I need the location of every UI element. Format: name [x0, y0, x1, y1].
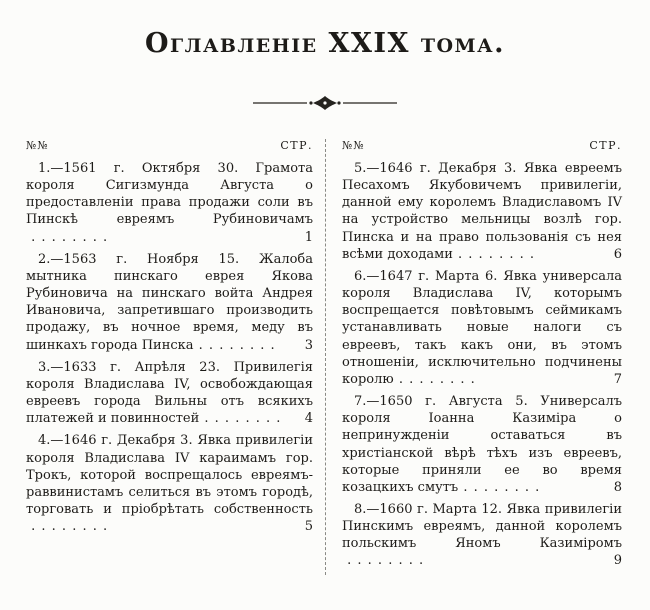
entry-text: 1650 г. Августа 5. Универсалъ короля Іоанна Казиміра о непринужденіи оставаться въ христіанской вѣрѣ тѣхъ изъ евреевъ, которые приняли ее во время козацкихъ смутъ: [342, 394, 622, 495]
dot-leader: [394, 372, 476, 387]
dot-leader: [26, 230, 108, 245]
entry-text: 1633 г. Апрѣля 23. Привилегія короля Владислава IV, освобождающая евреевъ города Вильны отъ всякихъ платежей и повинностей: [26, 359, 313, 427]
toc-column-left: [26, 139, 325, 575]
dot-leader: [194, 338, 276, 353]
column-header: [342, 139, 622, 152]
entry-page-number: 5: [304, 519, 313, 535]
dot-leader: [199, 411, 281, 426]
toc-entry-4: [26, 432, 313, 535]
toc-entry-3: [26, 359, 313, 428]
entry-page-number: 1: [304, 229, 313, 245]
toc-entry-5: [342, 160, 622, 263]
toc-entry-1: [26, 160, 313, 246]
ornament-divider: [26, 95, 624, 113]
dot-leader: [458, 480, 540, 495]
toc-entry-6: [342, 268, 622, 388]
dot-leader: [26, 519, 108, 534]
pages-header: СТР.: [589, 139, 622, 152]
entry-page-number: 7: [613, 371, 622, 387]
entry-page-number: 4: [304, 411, 313, 427]
entry-number: 2.—: [38, 251, 64, 267]
toc-column-right: [325, 139, 624, 575]
entry-text: 1646 г. Декабря 3. Явка евреемъ Песахомъ Якубовичемъ привилегіи, данной ему королемъ Владиславомъ IV на устройство мельницы возлѣ гор. Пинска и на право пользованія съ нея всѣми доходами: [342, 161, 622, 262]
entry-page-number: 3: [304, 337, 313, 353]
pages-header: СТР.: [280, 139, 313, 152]
fleuron-icon: [245, 95, 405, 111]
dot-leader: [342, 553, 424, 568]
entry-number: 7.—: [354, 394, 380, 410]
numbers-header: №№: [26, 139, 49, 152]
dot-leader: [453, 247, 535, 262]
entry-page-number: 6: [613, 246, 622, 262]
toc-columns: [26, 139, 624, 575]
page-title: Оглавленіе XXIX тома.: [145, 28, 505, 59]
entry-text: 1646 г. Декабря 3. Явка привилегіи короля Владислава IV караимамъ гор. Трокъ, которой воспрещалось евреямъ-раввинистамъ селиться въ этомъ городѣ, торговать и пріобрѣтать собственность: [26, 433, 313, 517]
entry-number: 1.—: [38, 161, 64, 176]
entry-number: 5.—: [354, 161, 380, 176]
entry-page-number: 9: [613, 553, 622, 569]
entry-number: 3.—: [38, 359, 64, 375]
entry-text: 1563 г. Ноября 15. Жалоба мытника пинскаго еврея Якова Рубиновича на пинскаго войта Андрея Ивановича, запретившаго производить продажу, въ ночное время, меду въ шинкахъ города Пинска: [26, 251, 313, 353]
entry-text: 1561 г. Октября 30. Грамота короля Сигизмунда Августа о предоставленіи права продажи соли въ Пинскѣ евреямъ Рубиновичамъ: [26, 161, 313, 228]
toc-entry-8: [342, 501, 622, 570]
column-header: [26, 139, 313, 152]
toc-entry-2: [26, 251, 313, 354]
numbers-header: №№: [342, 139, 365, 152]
entry-number: 8.—: [354, 501, 380, 517]
entry-text: 1647 г. Марта 6. Явка универсала короля Владислава IV, которымъ воспрещается повѣтовымъ сеймикамъ устанавливать новые налоги съ евреевъ, такъ какъ они, въ этомъ отношеніи, исключительно подчинены королю: [342, 268, 622, 387]
toc-entry-7: [342, 393, 622, 496]
entry-page-number: 8: [613, 479, 622, 495]
entry-number: 6.—: [354, 268, 380, 284]
entry-number: 4.—: [38, 433, 64, 449]
entry-text: 1660 г. Марта 12. Явка привилегіи Пинскимъ евреямъ, данной королемъ польскимъ Яномъ Казиміромъ: [342, 501, 622, 552]
